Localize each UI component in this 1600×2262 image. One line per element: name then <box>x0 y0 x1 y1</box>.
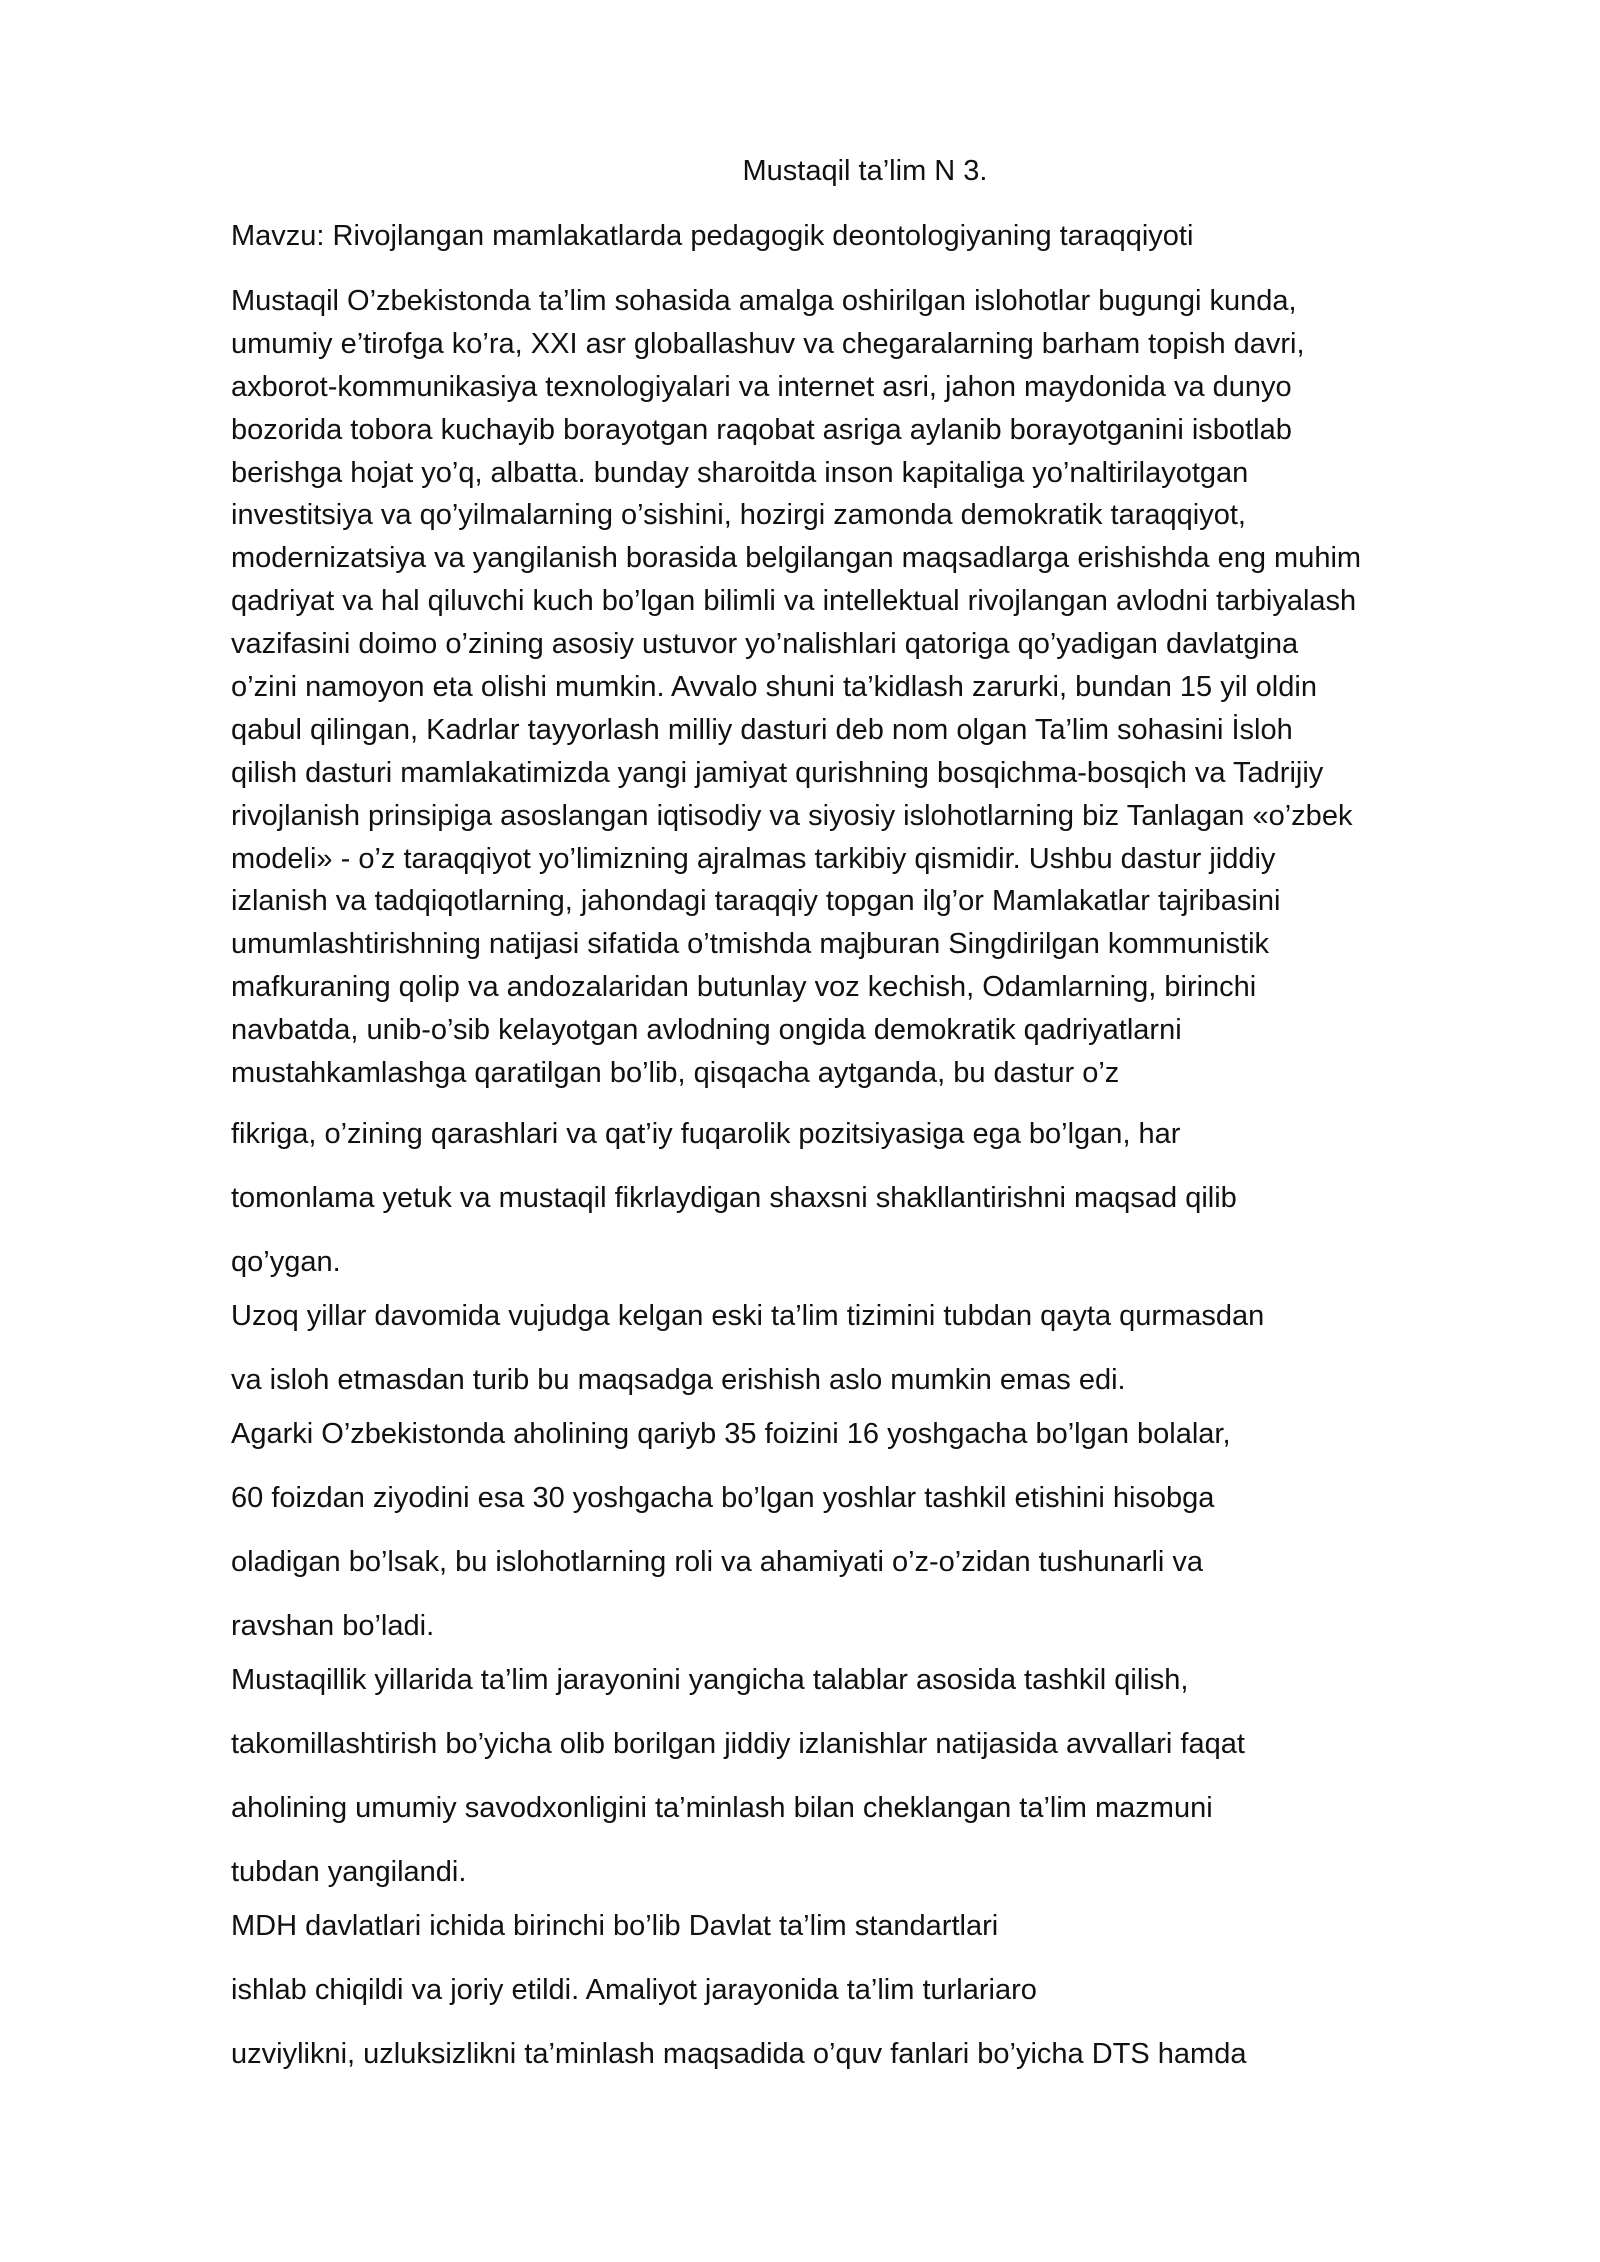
paragraph-line: vazifasini doimo o’zining asosiy ustuvor yo’nalishlari qatoriga qo’yadigan davlatgina <box>231 628 1299 661</box>
paragraph-line: axborot-kommunikasiya texnologiyalari va internet asri, jahon maydonida va dunyo <box>231 370 1292 403</box>
paragraph-line: qilish dasturi mamlakatimizda yangi jamiyat qurishning bosqichma-bosqich va Tadrijiy <box>231 756 1324 789</box>
text-line: tubdan yangilandi. <box>231 1856 467 1888</box>
paragraph-main <box>231 280 1361 1095</box>
paragraph-continued <box>231 1116 1264 2072</box>
paragraph-line: rivojlanish prinsipiga asoslangan iqtisodiy va siyosiy islohotlarning biz Tanlagan «o’zbek <box>231 799 1353 832</box>
text-line: Uzoq yillar davomida vujudga kelgan eski ta’lim tizimini tubdan qayta qurmasdan <box>231 1300 1265 1332</box>
paragraph-line: umumlashtirishning natijasi sifatida o’tmishda majburan Singdirilgan kommunistik <box>231 928 1270 961</box>
paragraph-line: investitsiya va qo’yilmalarning o’sishini, hozirgi zamonda demokratik taraqqiyot, <box>231 499 1246 532</box>
text-line: ishlab chiqildi va joriy etildi. Amaliyot jarayonida ta’lim turlariaro <box>231 1974 1037 2006</box>
paragraph-line: mafkuraning qolip va andozalaridan butunlay voz kechish, Odamlarning, birinchi <box>231 971 1257 1004</box>
text-line: va isloh etmasdan turib bu maqsadga erishish aslo mumkin emas edi. <box>231 1364 1126 1396</box>
paragraph-line: qadriyat va hal qiluvchi kuch bo’lgan bilimli va intellektual rivojlangan avlodni tarbiyalash <box>231 585 1357 618</box>
document-topic: Mavzu: Rivojlangan mamlakatlarda pedagogik deontologiyaning taraqqiyoti <box>231 220 1194 252</box>
text-line: Mustaqillik yillarida ta’lim jarayonini yangicha talablar asosida tashkil qilish, <box>231 1664 1189 1696</box>
text-line: MDH davlatlari ichida birinchi bo’lib Davlat ta’lim standartlari <box>231 1910 999 1942</box>
text-line: tomonlama yetuk va mustaqil fikrlaydigan shaxsni shakllantirishni maqsad qilib <box>231 1182 1237 1214</box>
text-line: fikriga, o’zining qarashlari va qat’iy fuqarolik pozitsiyasiga ega bo’lgan, har <box>231 1118 1181 1150</box>
paragraph-line: modernizatsiya va yangilanish borasida belgilangan maqsadlarga erishishda eng muhim <box>231 542 1362 575</box>
text-line: uzviylikni, uzluksizlikni ta’minlash maqsadida o’quv fanlari bo’yicha DTS hamda <box>231 2038 1247 2070</box>
text-line: aholining umumiy savodxonligini ta’minlash bilan cheklangan ta’lim mazmuni <box>231 1792 1213 1824</box>
document-title: Mustaqil ta’lim N 3. <box>742 155 988 187</box>
text-line: qo’ygan. <box>231 1246 341 1278</box>
text-line: 60 foizdan ziyodini esa 30 yoshgacha bo’lgan yoshlar tashkil etishini hisobga <box>231 1482 1215 1514</box>
paragraph-line: izlanish va tadqiqotlarning, jahondagi taraqqiy topgan ilg’or Mamlakatlar tajribasini <box>231 885 1281 918</box>
text-line: Agarki O’zbekistonda aholining qariyb 35 foizini 16 yoshgacha bo’lgan bolalar, <box>231 1418 1231 1450</box>
paragraph-line: qabul qilingan, Kadrlar tayyorlash milliy dasturi deb nom olgan Ta’lim sohasini İsloh <box>231 713 1293 746</box>
text-line: ravshan bo’ladi. <box>231 1610 435 1642</box>
text-line: oladigan bo’lsak, bu islohotlarning roli va ahamiyati o’z-o’zidan tushunarli va <box>231 1546 1204 1578</box>
paragraph-line: Mustaqil O’zbekistonda ta’lim sohasida amalga oshirilgan islohotlar bugungi kunda, <box>231 285 1297 317</box>
text-line: takomillashtirish bo’yicha olib borilgan jiddiy izlanishlar natijasida avvallari faqat <box>231 1728 1245 1760</box>
paragraph-line: berishga hojat yo’q, albatta. bunday sharoitda inson kapitaliga yo’naltirilayotgan <box>231 456 1249 489</box>
paragraph-line: o’zini namoyon eta olishi mumkin. Avvalo shuni ta’kidlash zarurki, bundan 15 yil oldin <box>231 671 1317 704</box>
paragraph-line: umumiy e’tirofga ko’ra, XXI asr globallashuv va chegaralarning barham topish davri, <box>231 327 1305 360</box>
paragraph-line: modeli» - o’z taraqqiyot yo’limizning ajralmas tarkibiy qismidir. Ushbu dastur jiddiy <box>231 842 1276 875</box>
paragraph-line: mustahkamlashga qaratilgan bo’lib, qisqacha aytganda, bu dastur o’z <box>231 1057 1120 1090</box>
paragraph-line: navbatda, unib-o’sib kelayotgan avlodning ongida demokratik qadriyatlarni <box>231 1014 1182 1047</box>
paragraph-line: bozorida tobora kuchayib borayotgan raqobat asriga aylanib borayotganini isbotlab <box>231 413 1292 446</box>
